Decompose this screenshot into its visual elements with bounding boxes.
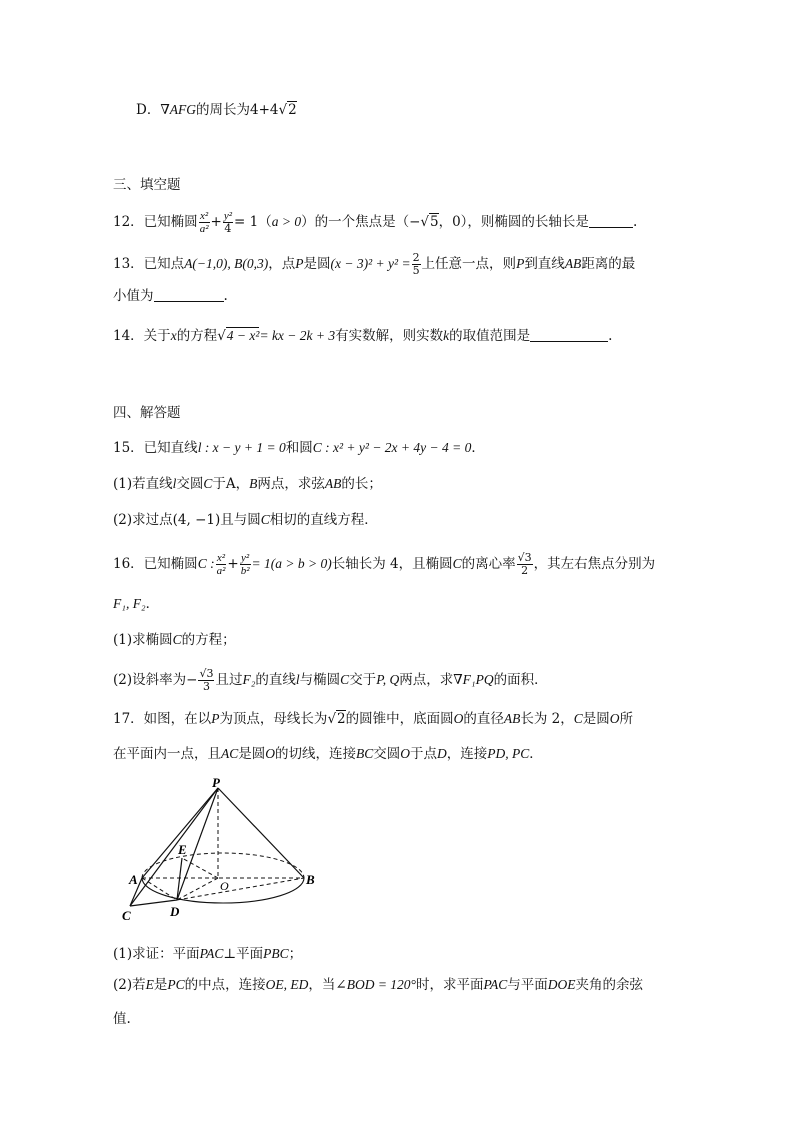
q13-text: 13．已知点 bbox=[113, 256, 185, 272]
q17-p2e: E bbox=[145, 977, 154, 992]
q17-p2a: (2)若 bbox=[113, 977, 146, 993]
q17-mid1: 为顶点，母线长为 bbox=[219, 711, 328, 727]
q12-cond: a > 0 bbox=[271, 214, 302, 229]
q16-eq: = 1(a > b > 0) bbox=[251, 556, 332, 571]
q17-l2a: 在平面内一点，且 bbox=[113, 746, 221, 762]
q12-text: 12．已知椭圆 bbox=[113, 214, 198, 230]
q17-c: C bbox=[573, 711, 583, 726]
question-16-part-1 bbox=[113, 630, 236, 650]
question-15-part-1 bbox=[113, 474, 382, 494]
option-label: D． bbox=[136, 102, 161, 118]
q13-end: . bbox=[223, 288, 228, 304]
q13-mid5: 距离的最 bbox=[581, 256, 636, 272]
q16-frac-1-den: a² bbox=[216, 565, 226, 577]
q15-p1d: 于A， bbox=[212, 476, 250, 492]
q13-mid3: 上任意一点，则 bbox=[421, 256, 517, 272]
q16-frac-2 bbox=[240, 552, 251, 577]
option-d: D．∇AFG的周长为4+4√2 bbox=[136, 102, 297, 118]
q16-p2tri: ∇F₁PQ bbox=[453, 672, 494, 687]
q17-l2e: 于点 bbox=[410, 746, 438, 762]
question-17-part-2 bbox=[113, 975, 643, 995]
q17-mid3: 的直径 bbox=[463, 711, 504, 727]
q17-o: O bbox=[453, 711, 464, 726]
q13-mid1: ，点 bbox=[268, 256, 296, 272]
q13-circle: (x − 3)² + y² = bbox=[330, 256, 411, 271]
q17-mid6: 所 bbox=[619, 711, 634, 727]
q17-l2pd: PD, PC bbox=[487, 746, 530, 761]
q13-mid4: 到直线 bbox=[524, 256, 565, 272]
q17-p1b: ⊥平面 bbox=[223, 946, 264, 962]
q13-frac bbox=[412, 252, 421, 277]
q17-o2: O bbox=[609, 711, 620, 726]
q16-mid1: 长轴长为 4，且椭圆 bbox=[331, 556, 453, 572]
q17-l2b: 是圆 bbox=[238, 746, 266, 762]
q16-slope-den: 3 bbox=[202, 680, 210, 693]
q17-p2pc: PC bbox=[167, 977, 185, 992]
q16-p1c: C bbox=[172, 632, 182, 647]
q17-p2oe: OE, ED bbox=[265, 977, 309, 992]
question-15 bbox=[113, 438, 485, 458]
question-12: 12．已知椭圆 $\frac{\text{x²}}{\text{a²}}$ + $\frac{\text{y²}}{4}$ = 1（a > 0）的一个焦点是（−√5，0），则椭圆的长轴长是 . bbox=[113, 210, 638, 235]
question-16-part-2 bbox=[113, 668, 548, 693]
q17-p2d: ，当 bbox=[308, 977, 336, 993]
q12-root: 5 bbox=[430, 214, 439, 230]
label-e: E bbox=[178, 842, 187, 857]
label-d: D bbox=[170, 904, 180, 919]
q13-p: P bbox=[295, 256, 304, 271]
q12-eq: = 1（ bbox=[234, 214, 272, 230]
q17-p: P bbox=[211, 711, 220, 726]
cone-figure bbox=[110, 778, 340, 928]
q17-p1pac: PAC bbox=[199, 946, 224, 961]
q13-points: A(−1,0), B(0,3) bbox=[184, 256, 269, 271]
q12-frac-2-num: y² bbox=[223, 210, 232, 222]
q16-p2g: 的面积． bbox=[493, 672, 548, 688]
q16-e-num: √3 bbox=[517, 551, 532, 564]
q16-frac-2-num: y² bbox=[241, 552, 250, 564]
q13-p2: P bbox=[516, 256, 525, 271]
q16-frac-2-den: b² bbox=[240, 565, 250, 577]
q15-line: l : x − y + 1 = 0 bbox=[197, 440, 286, 455]
q14-mid2: 有实数解，则实数 bbox=[335, 328, 444, 344]
question-16 bbox=[113, 552, 655, 577]
segment-od bbox=[177, 878, 218, 900]
segment-pa bbox=[142, 788, 218, 878]
segment-ad bbox=[142, 878, 177, 900]
q14-text: 14．关于 bbox=[113, 328, 171, 344]
q15-p2pt: (4, −1) bbox=[172, 512, 221, 528]
option-value: 4+4 bbox=[250, 102, 279, 118]
q16-p2minus: − bbox=[186, 672, 198, 688]
segment-pb bbox=[218, 788, 304, 878]
q14-mid3: 的取值范围是 bbox=[449, 328, 531, 344]
q17-p2pac: PAC bbox=[483, 977, 508, 992]
q16-p2e: 交于 bbox=[349, 672, 377, 688]
triangle-symbol: ∇ bbox=[160, 102, 170, 118]
q16-text: 16．已知椭圆 bbox=[113, 556, 198, 572]
q15-p2d: 相切的直线方程． bbox=[269, 512, 378, 528]
q17-l2D: D bbox=[437, 746, 447, 761]
q15-p1f: 的长； bbox=[341, 476, 382, 492]
q16-c: C : bbox=[197, 556, 215, 571]
q17-p2c: 的中点，连接 bbox=[184, 977, 266, 993]
q16-frac-1-num: x² bbox=[216, 552, 226, 564]
q16-p2d: 与椭圆 bbox=[299, 672, 341, 688]
q16-p2pq: P, Q bbox=[376, 672, 400, 687]
question-17-line-2 bbox=[113, 744, 543, 764]
q17-mid5: 是圆 bbox=[582, 711, 610, 727]
triangle-name: AFG bbox=[169, 102, 197, 117]
question-16-line-2 bbox=[113, 594, 159, 614]
q16-slope-num: √3 bbox=[199, 667, 214, 680]
q14-k: k bbox=[443, 328, 450, 343]
q15-circle: C : x² + y² − 2x + 4y − 4 = 0 bbox=[312, 440, 472, 455]
q12-frac-2 bbox=[223, 210, 233, 235]
q16-p2b: 且过 bbox=[215, 672, 243, 688]
q14-rhs: = kx − 2k + 3 bbox=[259, 328, 336, 343]
option-root: 2 bbox=[288, 102, 297, 118]
q16-slope bbox=[198, 668, 214, 693]
q13-frac-den: 5 bbox=[412, 264, 420, 277]
q13-frac-num: 2 bbox=[412, 251, 420, 264]
section-title-answer: 四、解答题 bbox=[113, 405, 181, 421]
q12-frac-1-num: x² bbox=[200, 210, 209, 222]
segment-db bbox=[177, 878, 304, 900]
segment-pc bbox=[130, 788, 218, 906]
q14-mid1: 的方程 bbox=[176, 328, 218, 344]
q15-p1B: B bbox=[249, 476, 258, 491]
q16-foci-end: ． bbox=[145, 596, 160, 612]
q12-frac-1-den: a² bbox=[199, 223, 209, 235]
question-15-part-2 bbox=[113, 510, 378, 530]
q16-e-den: 2 bbox=[521, 564, 529, 577]
q12-mid: ）的一个焦点是（− bbox=[301, 214, 421, 230]
q17-l2o: O bbox=[265, 746, 276, 761]
q17-l2c: 的切线，连接 bbox=[275, 746, 357, 762]
question-17-part-1 bbox=[113, 944, 302, 964]
q17-text: 17．如图，在以 bbox=[113, 711, 212, 727]
q16-p2a: (2)设斜率为 bbox=[113, 672, 187, 688]
q14-end: . bbox=[608, 328, 613, 344]
question-14: 14．关于x的方程√4 − x²= kx − 2k + 3有实数解，则实数k的取值范围是 . bbox=[113, 328, 613, 344]
q15-mid: 和圆 bbox=[285, 440, 313, 456]
question-13 bbox=[113, 252, 635, 277]
q17-p2doe: DOE bbox=[547, 977, 576, 992]
question-17: 17．如图，在以P为顶点，母线长为√2的圆锥中，底面圆O的直径AB长为 2，C是圆O所 bbox=[113, 711, 634, 727]
q15-p1ab: AB bbox=[324, 476, 342, 491]
q15-p1e: 两点，求弦 bbox=[257, 476, 325, 492]
label-c: C bbox=[122, 908, 131, 923]
q17-p2g: 夹角的余弦 bbox=[575, 977, 643, 993]
q17-root: 2 bbox=[337, 711, 346, 727]
q14-root: 4 − x² bbox=[226, 328, 260, 343]
q12-answer-blank[interactable] bbox=[589, 213, 633, 228]
q17-p1a: (1)求证：平面 bbox=[113, 946, 200, 962]
q16-foci: F₁, F₂ bbox=[113, 596, 146, 611]
q15-p1l: l bbox=[172, 476, 177, 491]
q12-end: . bbox=[632, 214, 638, 230]
q15-p2a: (2)求过点 bbox=[113, 512, 173, 528]
q16-mid3: ，其左右焦点分别为 bbox=[533, 556, 656, 572]
label-o: O bbox=[220, 879, 229, 893]
q16-p2f: 两点，求 bbox=[399, 672, 454, 688]
q13-answer-blank[interactable] bbox=[154, 287, 224, 302]
q16-p1b: 的方程； bbox=[181, 632, 236, 648]
q17-p2b: 是 bbox=[153, 977, 168, 993]
q17-ab: AB bbox=[503, 711, 521, 726]
question-13-line-2 bbox=[113, 286, 228, 306]
q15-text: 15．已知直线 bbox=[113, 440, 198, 456]
q15-p1c: C bbox=[203, 476, 213, 491]
q14-x: x bbox=[170, 328, 177, 343]
label-a: A bbox=[129, 872, 138, 887]
q16-c2: C bbox=[452, 556, 462, 571]
q12-tail: ，0），则椭圆的长轴长是 bbox=[438, 214, 589, 230]
q17-mid4: 长为 2， bbox=[520, 711, 574, 727]
label-p: P bbox=[212, 778, 220, 790]
q17-p2f: 与平面 bbox=[507, 977, 548, 993]
option-text: 的周长为 bbox=[196, 102, 251, 118]
q17-p2e2: 时，求平面 bbox=[415, 977, 484, 993]
q12-frac-1 bbox=[199, 210, 210, 235]
q17-l2bc: BC bbox=[356, 746, 374, 761]
segment-oe bbox=[182, 858, 218, 878]
q15-p1b: 交圆 bbox=[176, 476, 204, 492]
q17-l2d: 交圆 bbox=[373, 746, 401, 762]
q17-mid2: 的圆锥中，底面圆 bbox=[345, 711, 454, 727]
q14-answer-blank[interactable] bbox=[530, 327, 608, 342]
q16-p2c: 的直线 bbox=[255, 672, 296, 688]
q13-ab: AB bbox=[564, 256, 582, 271]
q15-end: ． bbox=[471, 440, 485, 456]
q16-p2l: l bbox=[295, 672, 300, 687]
q17-l2f: ，连接 bbox=[446, 746, 488, 762]
question-17-part-2-line-2: 值. bbox=[113, 1011, 131, 1027]
q16-p2f2: F₂ bbox=[242, 672, 256, 687]
q17-p1c: ； bbox=[288, 946, 303, 962]
section-title-fill-in: 三、填空题 bbox=[113, 177, 181, 193]
q16-frac-1 bbox=[216, 552, 227, 577]
q15-p1a: (1)若直线 bbox=[113, 476, 173, 492]
label-b: B bbox=[306, 872, 315, 887]
q15-p2b: 且与圆 bbox=[220, 512, 261, 528]
q16-mid2: 的离心率 bbox=[461, 556, 516, 572]
q16-p2cc: C bbox=[340, 672, 350, 687]
q12-frac-2-den: 4 bbox=[224, 222, 232, 235]
q16-p1a: (1)求椭圆 bbox=[113, 632, 173, 648]
q16-plus: + bbox=[227, 556, 239, 572]
q13-mid2: 是圆 bbox=[303, 256, 331, 272]
q12-plus: + bbox=[210, 214, 222, 230]
q17-l2ac: AC bbox=[221, 746, 239, 761]
q13-line2: 小值为 bbox=[113, 288, 154, 304]
q17-p2angle: ∠BOD = 120° bbox=[335, 977, 416, 992]
q15-p2c: C bbox=[260, 512, 270, 527]
q17-l2o2: O bbox=[400, 746, 411, 761]
q16-eccentricity bbox=[517, 552, 533, 577]
q17-p1pbc: PBC bbox=[263, 946, 289, 961]
q17-l2end: ． bbox=[529, 746, 543, 762]
